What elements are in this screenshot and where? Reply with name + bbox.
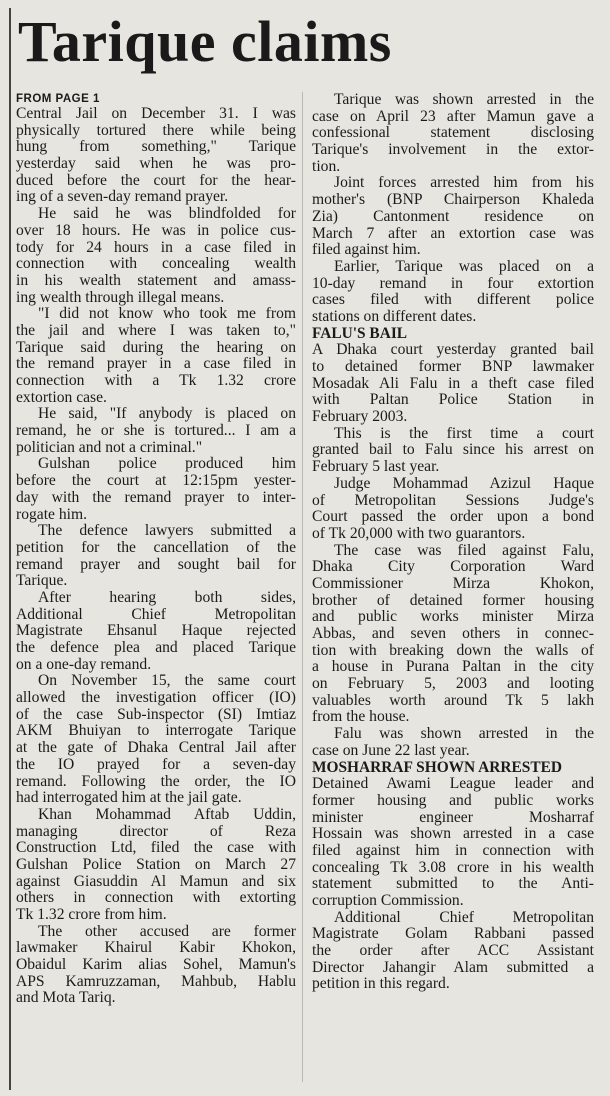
text-line: case on April 23 after Mamun gave a — [312, 108, 594, 125]
text-line: This is the first time a court — [334, 425, 594, 442]
text-line: remand prayer and sought bail for — [16, 556, 296, 573]
text-line: former housing and public works — [312, 792, 594, 809]
text-line: connection with a Tk 1.32 crore — [16, 373, 296, 389]
text-line: a house in Purana Paltan in the city — [312, 659, 594, 676]
left-column — [16, 92, 296, 1092]
text-line: the order after ACC Assistant — [312, 943, 594, 960]
text-line: the IO prayed for a seven-day — [16, 756, 296, 773]
text-line: APS Kamruzzaman, Mahbub, Hablu — [16, 973, 296, 990]
text-line: Commissioner Mirza Khokon, — [312, 575, 594, 592]
paragraph — [16, 456, 296, 523]
text-line: February 5 last year. — [312, 459, 440, 476]
text-line: The case was filed against Falu, — [334, 542, 594, 559]
text-line: to detained former BNP lawmaker — [312, 359, 594, 375]
section-subhead: MOSHARRAF SHOWN ARRESTED — [312, 758, 562, 776]
paragraph — [312, 342, 594, 425]
paragraph — [16, 106, 296, 206]
paragraph — [16, 673, 296, 807]
text-line: remand. Following the order, the IO — [16, 773, 296, 790]
text-line: Magistrate Ehsanul Haque rejected — [16, 623, 296, 640]
text-line: on a one-day remand. — [16, 656, 152, 673]
text-line: of Tk 20,000 with two guarantors. — [312, 525, 526, 542]
paragraph — [312, 92, 594, 175]
text-line: tion with breaking down the walls of — [312, 642, 594, 659]
text-line: extortion case. — [16, 389, 107, 406]
text-line: corruption Commission. — [312, 893, 464, 909]
text-line: case on June 22 last year. — [312, 742, 470, 759]
text-line: the jail and where I was taken to," — [16, 322, 296, 339]
text-line: Gulshan Police Station on March 27 — [16, 856, 296, 873]
paragraph — [312, 476, 594, 543]
text-line: The other accused are former — [38, 923, 296, 940]
text-line: over 18 hours. He was in police cus- — [16, 222, 296, 239]
text-line: Falu was shown arrested in the — [334, 726, 594, 743]
text-line: Joint forces arrested him from his — [334, 175, 594, 192]
text-line: 10-day remand in four extortion — [312, 275, 594, 292]
text-line: of the case Sub-inspector (SI) Imtiaz — [16, 706, 296, 723]
text-line: from the house. — [312, 709, 410, 726]
text-line: Tarique. — [16, 573, 68, 590]
text-line: of Metropolitan Sessions Judge's — [312, 492, 594, 509]
text-line: granted bail to Falu since his arrest on — [312, 442, 594, 459]
text-line: and public works minister Mirza — [312, 609, 594, 626]
text-line: mother's (BNP Chairperson Khaleda — [312, 192, 594, 209]
text-line: petition for the cancellation of the — [16, 539, 296, 556]
paragraph — [16, 590, 296, 673]
paragraph — [312, 426, 594, 476]
text-line: Judge Mohammad Azizul Haque — [334, 475, 594, 492]
paragraph — [312, 776, 594, 910]
paragraph — [16, 807, 296, 924]
text-line: on February 5, 2003 and looting — [312, 676, 594, 693]
text-line: rogate him. — [16, 506, 88, 523]
text-line: connection with concealing wealth — [16, 256, 296, 273]
text-line: Obaidul Karim alias Sohel, Mamun's — [16, 957, 296, 974]
text-line: yesterday said when he was pro- — [16, 156, 296, 173]
text-line: filed against him in connection with — [312, 842, 594, 859]
jump-line: FROM PAGE 1 — [16, 93, 100, 105]
column-divider — [302, 92, 303, 1082]
text-line: in his wealth statement and amass- — [16, 272, 296, 289]
text-line: He said, "If anybody is placed on — [38, 406, 296, 423]
text-line: Mosadak Ali Falu in a theft case filed — [312, 375, 594, 392]
paragraph — [16, 406, 296, 456]
column-rule — [9, 8, 11, 1090]
text-line: day with the remand prayer to inter- — [16, 489, 296, 506]
text-line: On November 15, the same court — [38, 673, 296, 690]
text-line: Central Jail on December 31. I was — [16, 106, 296, 122]
paragraph — [16, 306, 296, 406]
text-line: physically tortured there while being — [16, 122, 296, 139]
text-line: Director Jahangir Alam submitted a — [312, 959, 594, 976]
section-subhead: FALU'S BAIL — [312, 324, 408, 342]
text-line: The defence lawyers submitted a — [38, 523, 296, 540]
text-line: with Paltan Police Station in — [312, 392, 594, 409]
text-line: AKM Bhuiyan to interrogate Tarique — [16, 723, 296, 740]
headline: Tarique claims — [18, 9, 392, 74]
text-line: "I did not know who took me from — [38, 306, 296, 323]
text-line: duced before the court for the hear- — [16, 172, 296, 189]
text-line: A Dhaka court yesterday granted bail — [312, 342, 594, 359]
text-line: Tk 1.32 crore from him. — [16, 907, 167, 923]
text-line: Detained Awami League leader and — [312, 776, 594, 793]
paragraph — [312, 259, 594, 326]
text-line: the defence plea and placed Tarique — [16, 640, 296, 656]
text-line: politician and not a criminal." — [16, 439, 203, 456]
text-line: stations on different dates. — [312, 308, 477, 325]
text-line: After hearing both sides, — [38, 589, 296, 606]
text-line: ing of a seven-day remand prayer. — [16, 189, 229, 206]
text-line: Additional Chief Metropolitan — [334, 909, 594, 926]
text-line: allowed the investigation officer (IO) — [16, 690, 296, 707]
text-line: minister engineer Mosharraf — [312, 809, 594, 826]
text-line: lawmaker Khairul Kabir Khokon, — [16, 940, 296, 957]
text-line: Abbas, and seven others in connec- — [312, 626, 594, 642]
text-line: had interrogated him at the jail gate. — [16, 790, 242, 807]
text-line: Magistrate Golam Rabbani passed — [312, 926, 594, 943]
text-line: others in connection with extorting — [16, 890, 296, 907]
text-line: remand, he or she is tortured... I am a — [16, 423, 296, 440]
text-line: hung from something," Tarique — [16, 139, 296, 156]
text-line: confessional statement disclosing — [312, 125, 594, 142]
text-line: Construction Ltd, filed the case with — [16, 840, 296, 857]
text-line: Zia) Cantonment residence on — [312, 208, 594, 225]
text-line: February 2003. — [312, 409, 408, 426]
text-line: against Giasuddin Al Mamun and six — [16, 873, 296, 890]
text-line: cases filed with different police — [312, 292, 594, 309]
text-line: Dhaka City Corporation Ward — [312, 559, 594, 576]
text-line: concealing Tk 3.08 crore in his wealth — [312, 859, 594, 876]
text-line: Additional Chief Metropolitan — [16, 606, 296, 623]
text-line: tody for 24 hours in a case filed in — [16, 239, 296, 256]
text-line: ing wealth through illegal means. — [16, 289, 225, 306]
text-line: He said he was blindfolded for — [38, 206, 296, 223]
text-line: Tarique's involvement in the extor- — [312, 142, 594, 159]
paragraph — [312, 910, 594, 993]
text-line: brother of detained former housing — [312, 592, 594, 609]
text-line: before the court at 12:15pm yester- — [16, 473, 296, 490]
paragraph — [312, 726, 594, 759]
text-line: Khan Mohammad Aftab Uddin, — [38, 806, 296, 823]
text-line: and Mota Tariq. — [16, 990, 116, 1007]
text-line: Tarique said during the hearing on — [16, 339, 296, 356]
text-line: valuables worth around Tk 5 lakh — [312, 692, 594, 709]
paragraph — [312, 543, 594, 727]
text-line: March 7 after an extortion case was — [312, 225, 594, 242]
text-line: the remand prayer in a case filed in — [16, 356, 296, 373]
paragraph — [312, 175, 594, 258]
text-line: Tarique was shown arrested in the — [334, 92, 594, 108]
right-column — [312, 92, 594, 1092]
paragraph — [16, 523, 296, 590]
text-line: Earlier, Tarique was placed on a — [334, 258, 594, 275]
paragraph — [16, 924, 296, 1007]
text-line: filed against him. — [312, 242, 421, 259]
text-line: tion. — [312, 158, 341, 175]
text-line: at the gate of Dhaka Central Jail after — [16, 740, 296, 757]
text-line: petition in this regard. — [312, 976, 450, 993]
paragraph — [16, 206, 296, 306]
text-line: Court passed the order upon a bond — [312, 509, 594, 526]
text-line: statement submitted to the Anti- — [312, 876, 594, 893]
text-line: managing director of Reza — [16, 823, 296, 840]
text-line: Hossain was shown arrested in a case — [312, 826, 594, 843]
text-line: Gulshan police produced him — [38, 456, 296, 473]
